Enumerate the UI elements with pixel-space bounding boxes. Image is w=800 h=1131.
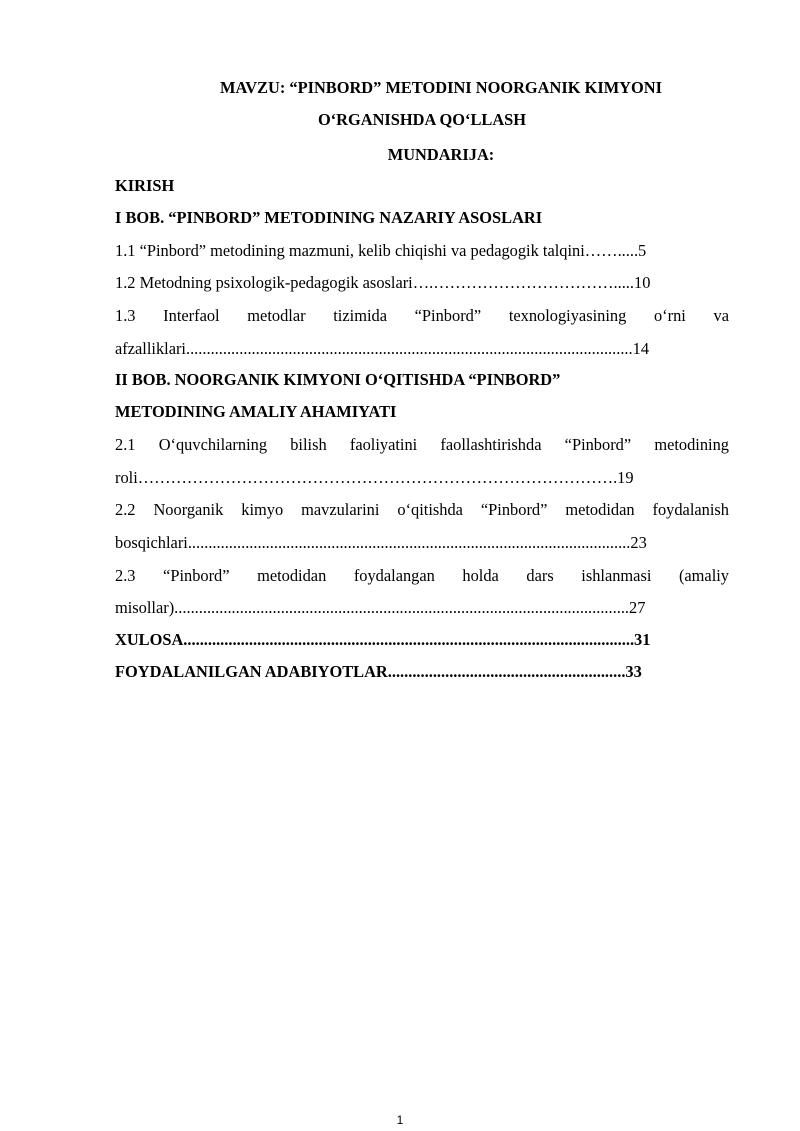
toc-item-2-2-line-2: bosqichlari............................................................................................................23 (115, 533, 647, 552)
toc-references: FOYDALANILGAN ADABIYOTLAR..........................................................33 (115, 662, 642, 681)
toc-item-2-1-line-1: 2.1 O‘quvchilarning bilish faoliyatini faollashtirishda “Pinbord” metodining (115, 435, 729, 454)
toc-item-1-2: 1.2 Metodning psixologik-pedagogik asoslari….…………………………….....10 (115, 273, 651, 292)
toc-chapter-1: I BOB. “PINBORD” METODINING NAZARIY ASOSLARI (115, 208, 543, 227)
toc-item-2-3-line-1: 2.3 “Pinbord” metodidan foydalangan holda dars ishlanmasi (amaliy (115, 566, 729, 585)
toc-conclusion: XULOSA..............................................................................................................31 (115, 630, 651, 649)
toc-item-1-3-line-1: 1.3 Interfaol metodlar tizimida “Pinbord” texnologiyasining o‘rni va (115, 306, 729, 325)
contents-heading: MUNDARIJA: (387, 145, 495, 164)
page-number: 1 (396, 1113, 404, 1127)
toc-item-1-3-line-2: afzalliklari.............................................................................................................14 (115, 339, 650, 358)
title-line-1: MAVZU: “PINBORD” METODINI NOORGANIK KIMYONI (220, 78, 662, 97)
title-line-2: O‘RGANISHDA QO‘LLASH (317, 110, 527, 129)
toc-chapter-2-line-1: II BOB. NOORGANIK KIMYONI O‘QITISHDA “PINBORD” (115, 370, 561, 389)
toc-item-1-1: 1.1 “Pinbord” metodining mazmuni, kelib chiqishi va pedagogik talqini…….....5 (115, 241, 647, 260)
toc-intro: KIRISH (115, 176, 175, 195)
toc-item-2-1-line-2: roli…………………………………………………………………………….19 (115, 468, 634, 487)
toc-item-2-2-line-1: 2.2 Noorganik kimyo mavzularini o‘qitishda “Pinbord” metodidan foydalanish (115, 500, 729, 519)
toc-item-2-3-line-2: misollar)...............................................................................................................27 (115, 598, 646, 617)
toc-chapter-2-line-2: METODINING AMALIY AHAMIYATI (115, 402, 397, 421)
